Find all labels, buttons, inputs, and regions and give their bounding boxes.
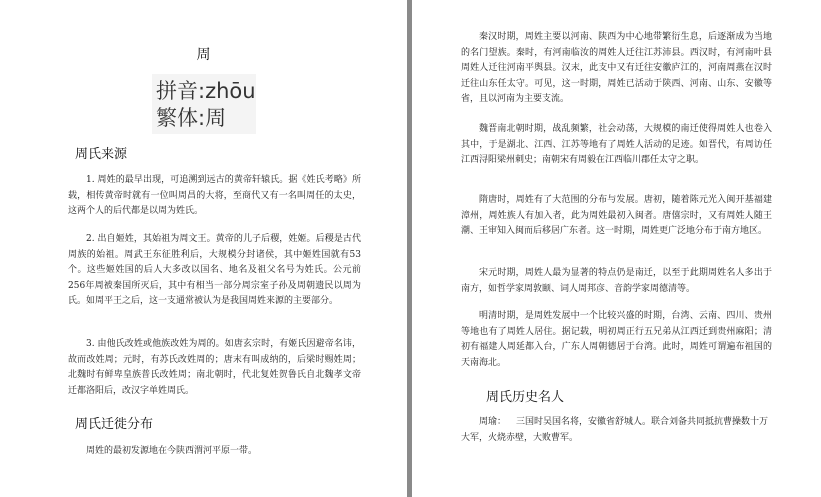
migration-paragraph-qinhan: 秦汉时期，周姓主要以河南、陕西为中心地带繁衍生息，后逐渐成为当地的名门望族。秦时，有河南临汝的周姓人迁往江苏沛县。西汉时，有河南叶县周姓人迁往河南平舆县。汉末，此支中又有迁往安徽庐江的，河南周燕在汉时迁往山东任太守。可见，这一时期，周姓已活动于陕西、河南、山东、安徽等省，且以河南为主要支流。 [461, 32, 772, 104]
migration-paragraph-suitang: 隋唐时，周姓有了大范围的分布与发展。唐初，随着陈元光入闽开基福建漳州，周姓族人有加入者，此为周姓最初入闽者。唐僖宗时，又有周姓人随王潮、王审知入闽而后移居广东者。这一时期，周姓更广泛地分布于南方地区。 [461, 195, 772, 236]
origin-paragraph-1: 1. 周姓的最早出现，可追溯到远古的黄帝轩辕氏。据《姓氏考略》所载，相传黄帝时就有一位叫周昌的大将，至商代又有一名叫周任的太史，这两个人的后代都是以周为姓氏。 [68, 175, 361, 216]
section-heading-migration: 周氏迁徙分布 [75, 417, 154, 432]
section-heading-origin: 周氏来源 [75, 147, 128, 162]
migration-paragraph-songyuan: 宋元时期，周姓人最为显著的特点仍是南迁，以至于此期周姓名人多出于南方，如哲学家周敦颐、词人周邦彦、音韵学家周德清等。 [461, 268, 772, 294]
famous-person-entry [461, 415, 772, 446]
section-heading-famous: 周氏历史名人 [486, 390, 565, 405]
pinyin-line: 拼音:zhōu [156, 79, 256, 103]
origin-paragraph-3: 3. 由他氏改姓或他族改姓为周的。如唐玄宗时，有姬氏因避帝名讳，故而改姓周；元时，有苏氏改姓周的；唐末有叫成纳的，后梁时赐姓周；北魏时有鲜卑皇族普氏改姓周；南北朝时，代北复姓贺鲁氏自北魏孝文帝迁都洛阳后，改汉字单姓周氏。 [68, 339, 361, 396]
traditional-line: 繁体:周 [156, 106, 227, 130]
migration-intro-paragraph: 周姓的最初发源地在今陕西渭河平原一带。 [86, 446, 258, 456]
migration-paragraph-weijin: 魏晋南北朝时期，战乱频繁，社会动荡，大规模的南迁使得周姓人也卷入其中，于是湖北、江西、江苏等地有了周姓人活动的足迹。如晋代，有周访任江西浔阳梁州刺史；南朝宋有周毅在江西临川郡任太守之职。 [461, 124, 772, 165]
migration-paragraph-mingqing: 明清时期，是周姓发展中一个比较兴盛的时期，台湾、云南、四川、贵州等地也有了周姓人居住。据记载，明初周正行五兄弟从江西迁到贵州麻阳；清初有福建人周延都入台，广东人周朝德居于台湾。此时，周姓可谓遍布祖国的天南海北。 [461, 311, 772, 368]
origin-paragraph-2: 2. 出自姬姓，其始祖为周文王。黄帝的儿子后稷，姓姬。后稷是古代周族的始祖。周武王东征胜利后，大规模分封诸侯，其中姬姓国就有53个。这些姬姓国的后人大多改以国名、地名及祖父名号为姓氏。公元前256年周被秦国所灭后，其中有相当一部分周宗室子孙及周朝遗民以周为氏。如周平王之后，这一支通常被认为是我国周姓来源的主要部分。 [68, 234, 361, 306]
famous-person-name: 周瑜： [479, 417, 507, 427]
famous-person-desc: 三国时吴国名将，安徽省舒城人。联合刘备共同抵抗曹操数十万大军，火烧赤壁，大败曹军。 [461, 417, 769, 443]
page-title: 周 [196, 47, 211, 63]
pinyin-image [152, 74, 256, 134]
